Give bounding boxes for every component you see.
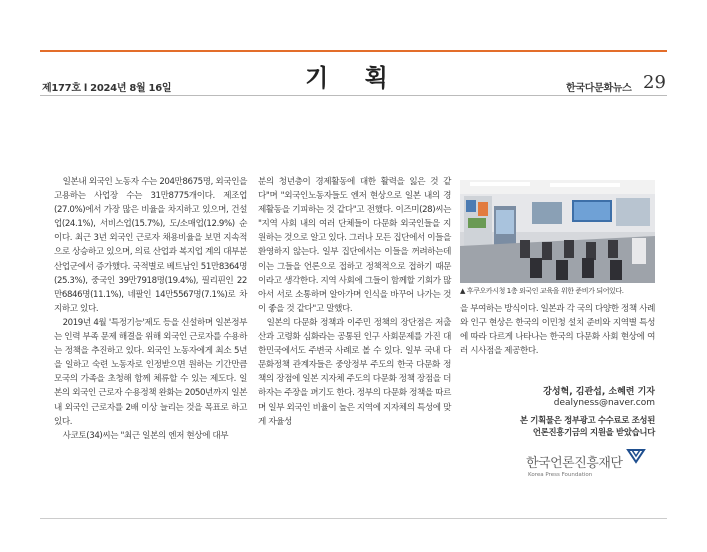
funding-notice-line: 본 기획물은 정부광고 수수료로 조성된: [519, 415, 655, 425]
sponsor-name-en: Korea Press Foundation: [528, 472, 593, 478]
author-byline: 강성혁, 김관섭, 소혜련 기자: [543, 387, 655, 397]
article-column-1: [54, 175, 247, 443]
funding-notice: [478, 414, 655, 438]
header-top-rule: [40, 50, 667, 52]
paragraph: 2019년 4월 '특정기능'제도 등을 신설하며 일본정부는 인력 부족 문제 해결을 위해 외국인 근로자를 수용하는 정책을 추진하고 있다. 외국인 노동자에게 최소 5년을 일하고 숙련 노동자로 인정받으면 원하는 기간만큼 모국의 가족을 초청해 함께 체류할 수 있는 제도다. 일본의 외국인 근로자 수용정책 완화는 2050년까지 일본 내 외국인 근로자를 2배 이상 늘리는 것을 목표로 하고 있다.: [54, 317, 247, 427]
footer-rule: [40, 518, 667, 519]
article-column-2: [258, 175, 451, 429]
paragraph: 일본의 다문화 정책과 이주민 정책의 장단점은 저출산과 고령화 심화라는 공통된 인구 사회문제를 가진 대한민국에서도 주변국 사례로 볼 수 있다. 일부 국내 다문화정책 관계자들은 중앙정부 주도의 한국 다문화 정책의 장점에 일본 지자체 주도의 다문화 정책 장점을 더하자는 주장을 펴기도 한다. 정부의 다문화 정책을 따르며 일부 외국인 비율이 높은 지역에 지자체의 특성에 맞게 자율성: [258, 317, 451, 427]
paragraph: 일본내 외국인 노동자 수는 204만8675명, 외국인을 고용하는 사업장 수는 31만8775개이다. 제조업(27.0%)에서 가장 많은 비율을 차지하고 있으며, 건설업(24.1%), 서비스업(15.7%), 도/소매업(12.9%) 순이다. 최근 3년 외국인 근로자 채용비율을 보면 지속적으로 상승하고 있으며, 의료 산업과 복지업 계의 대부분 산업군에서 증가했다. 국적별로 베트남인 51만8364명(25.3%), 중국인 39만7918명(19.4%), 필리핀인 22만6846명(11.1%), 네팔인 14만5567명(7.1%)로 차지하고 있다.: [54, 177, 247, 314]
office-room-illustration: [460, 180, 655, 283]
newspaper-name: 한국다문화뉴스: [566, 83, 632, 94]
author-email: dealyness@naver.com: [553, 398, 655, 408]
page-number: 29: [643, 72, 666, 93]
foundation-mark-icon: [626, 446, 646, 464]
article-photo: [460, 180, 655, 283]
section-title: 기 획: [305, 63, 402, 92]
header-bottom-rule: [40, 95, 667, 96]
issue-date: 제177호 l 2024년 8월 16일: [42, 83, 172, 94]
article-column-3: [460, 302, 655, 358]
paragraph: 을 부여하는 방식이다. 일본과 각 국의 다양한 정책 사례와 인구 현상은 한국의 이민청 설치 준비와 지역별 특성에 따라 다르게 나타나는 한국의 다문화 사회 현상에 여러 시사점을 제공한다.: [460, 304, 655, 357]
funding-notice-line: 언론진흥기금의 지원을 받았습니다: [532, 427, 655, 437]
sponsor-name-ko: 한국언론진흥재단: [526, 456, 623, 471]
photo-caption: ▲ 후쿠오카시청 1층 외국인 교육을 위한 준비가 되어있다.: [460, 287, 624, 295]
paragraph: 사코토(34)씨는 "최근 일본의 엔저 현상에 대부: [62, 430, 229, 441]
paragraph: 분의 청년층이 경제활동에 대한 활력을 잃은 것 같다"며 "외국인노동자들도 엔저 현상으로 일본 내의 경제활동을 기피하는 것 같다"고 전했다. 이즈미(28)씨는 "지역 사회 내의 여러 단체들이 다문화 외국인들을 지원하는 것으로 알고 있다. 그러나 모든 집단에서 이들을 환영하지 않는다. 일부 집단에서는 이들을 꺼려하는데 이는 그들을 언론으로 접하고 정책적으로 접하기 때문이라고 생각한다. 지역 사회에 그들이 함께할 기회가 많아서 서로 소통하며 알아가며 인식을 바꾸어 나가는 것이 좋을 것 같다"고 말했다.: [258, 177, 451, 314]
sponsor-logo: [522, 444, 662, 484]
